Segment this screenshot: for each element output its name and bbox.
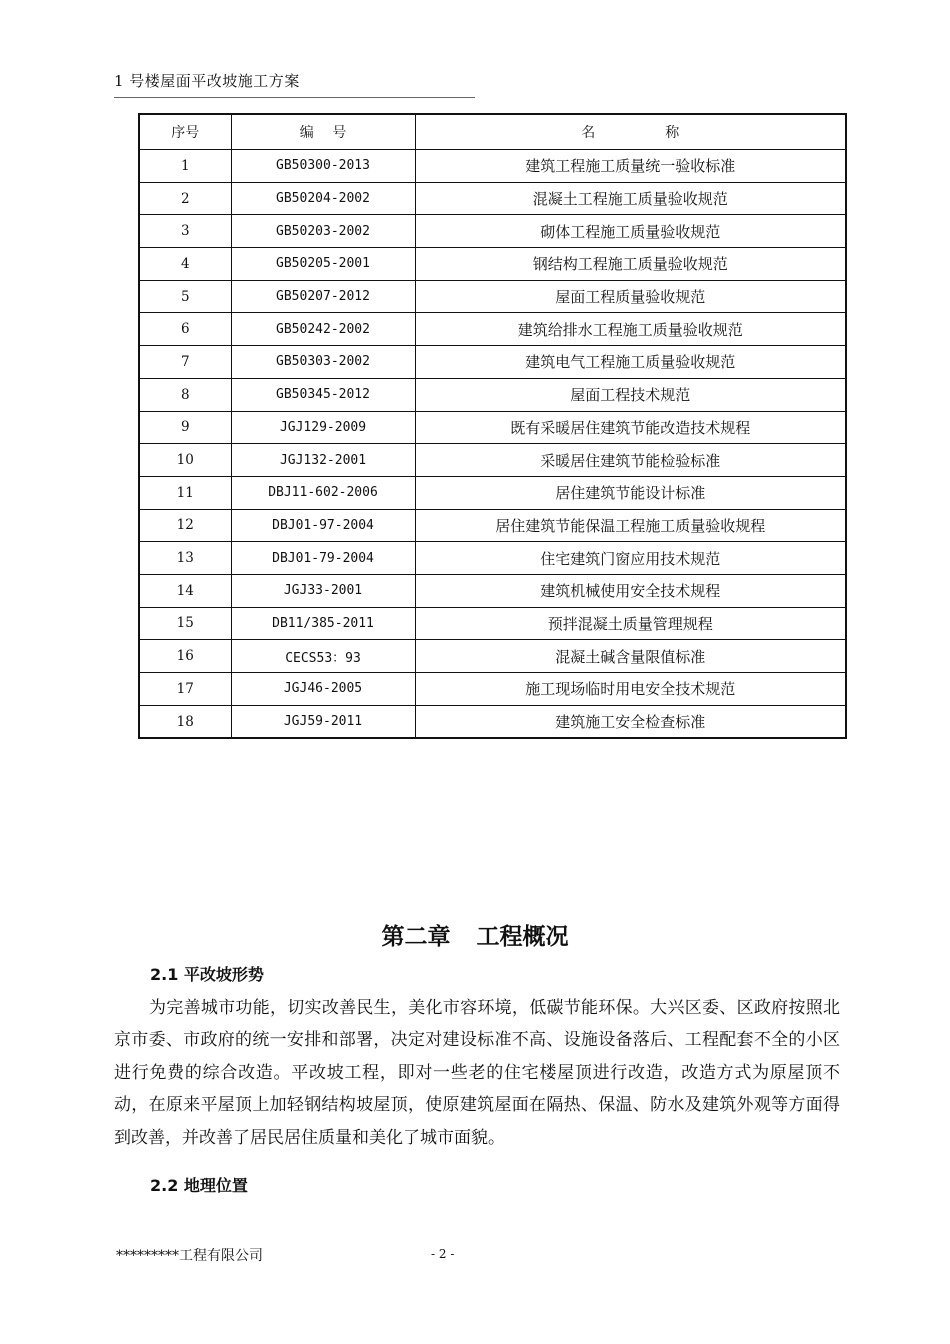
row-name: 混凝土碱含量限值标准: [415, 640, 846, 673]
row-index: 17: [139, 673, 231, 706]
table-row: [139, 444, 846, 477]
row-name: 建筑施工安全检查标准: [415, 705, 846, 738]
row-code: GB50242-2002: [231, 313, 415, 346]
row-code: JGJ59-2011: [231, 705, 415, 738]
row-name: 既有采暖居住建筑节能改造技术规程: [415, 411, 846, 444]
row-code: GB50205-2001: [231, 248, 415, 281]
section-heading-2-2: 2.2 地理位置: [150, 1176, 248, 1195]
table-row: [139, 215, 846, 248]
row-name: 居住建筑节能保温工程施工质量验收规程: [415, 509, 846, 542]
table-row: [139, 378, 846, 411]
row-name: 采暖居住建筑节能检验标准: [415, 444, 846, 477]
footer-company: *********工程有限公司: [116, 1248, 263, 1264]
row-name: 建筑工程施工质量统一验收标准: [415, 150, 846, 183]
table-header-row: [139, 114, 846, 150]
section-paragraph-2-1: 为完善城市功能，切实改善民生，美化市容环境，低碳节能环保。大兴区委、区政府按照北京市委、市政府的统一安排和部署，决定对建设标准不高、设施设备落后、工程配套不全的小区进行免费的综合改造。平改坡工程，即对一些老的住宅楼屋顶进行改造，改造方式为原屋顶不动，在原来平屋顶上加轻钢结构坡屋顶，使原建筑屋面在隔热、保温、防水及建筑外观等方面得到改善，并改善了居民居住质量和美化了城市面貌。: [114, 998, 840, 1148]
table-row: [139, 248, 846, 281]
row-code: GB50303-2002: [231, 346, 415, 379]
chapter-number: 第二章: [381, 924, 451, 950]
table-row: [139, 509, 846, 542]
row-index: 14: [139, 574, 231, 607]
row-name: 预拌混凝土质量管理规程: [415, 607, 846, 640]
row-name: 建筑电气工程施工质量验收规范: [415, 346, 846, 379]
table-row: [139, 673, 846, 706]
row-name: 钢结构工程施工质量验收规范: [415, 248, 846, 281]
row-code: GB50345-2012: [231, 378, 415, 411]
row-name: 居住建筑节能设计标准: [415, 476, 846, 509]
table-row: [139, 640, 846, 673]
table-row: [139, 476, 846, 509]
row-code: DBJ01-79-2004: [231, 542, 415, 575]
row-name: 建筑机械使用安全技术规程: [415, 574, 846, 607]
row-code: DBJ11-602-2006: [231, 476, 415, 509]
row-index: 7: [139, 346, 231, 379]
table-body: [139, 150, 846, 739]
header-title: 1 号楼屋面平改坡施工方案: [114, 72, 300, 90]
row-index: 10: [139, 444, 231, 477]
row-code: JGJ46-2005: [231, 673, 415, 706]
table-row: [139, 346, 846, 379]
row-index: 8: [139, 378, 231, 411]
table-row: [139, 607, 846, 640]
row-index: 3: [139, 215, 231, 248]
table-row: [139, 542, 846, 575]
row-code: GB50300-2013: [231, 150, 415, 183]
row-name: 施工现场临时用电安全技术规范: [415, 673, 846, 706]
row-index: 15: [139, 607, 231, 640]
row-name: 屋面工程质量验收规范: [415, 280, 846, 313]
chapter-title: [0, 918, 950, 951]
row-name: 建筑给排水工程施工质量验收规范: [415, 313, 846, 346]
row-index: 12: [139, 509, 231, 542]
row-code: DB11/385-2011: [231, 607, 415, 640]
row-index: 6: [139, 313, 231, 346]
row-index: 1: [139, 150, 231, 183]
row-code: DBJ01-97-2004: [231, 509, 415, 542]
row-index: 18: [139, 705, 231, 738]
row-index: 5: [139, 280, 231, 313]
row-name: 住宅建筑门窗应用技术规范: [415, 542, 846, 575]
row-index: 13: [139, 542, 231, 575]
row-code: JGJ129-2009: [231, 411, 415, 444]
row-index: 4: [139, 248, 231, 281]
row-code: JGJ132-2001: [231, 444, 415, 477]
row-index: 9: [139, 411, 231, 444]
table-row: [139, 574, 846, 607]
row-code: GB50203-2002: [231, 215, 415, 248]
table-row: [139, 411, 846, 444]
header-name: 名 称: [415, 114, 846, 150]
page-number: - 2 -: [431, 1247, 455, 1261]
row-name: 屋面工程技术规范: [415, 378, 846, 411]
chapter-name: 工程概况: [476, 924, 569, 950]
table-row: [139, 313, 846, 346]
header-index: 序号: [139, 114, 231, 150]
row-name: 砌体工程施工质量验收规范: [415, 215, 846, 248]
table-row: [139, 150, 846, 183]
row-name: 混凝土工程施工质量验收规范: [415, 182, 846, 215]
row-code: GB50207-2012: [231, 280, 415, 313]
row-index: 16: [139, 640, 231, 673]
section-heading-2-1: 2.1 平改坡形势: [150, 965, 264, 984]
row-code: JGJ33-2001: [231, 574, 415, 607]
table-row: [139, 280, 846, 313]
table-row: [139, 705, 846, 738]
row-code: CECS53：93: [231, 640, 415, 673]
row-index: 2: [139, 182, 231, 215]
header-code: 编 号: [231, 114, 415, 150]
row-code: GB50204-2002: [231, 182, 415, 215]
standards-table: [138, 113, 847, 739]
row-index: 11: [139, 476, 231, 509]
table-row: [139, 182, 846, 215]
header-rule: [114, 97, 475, 98]
